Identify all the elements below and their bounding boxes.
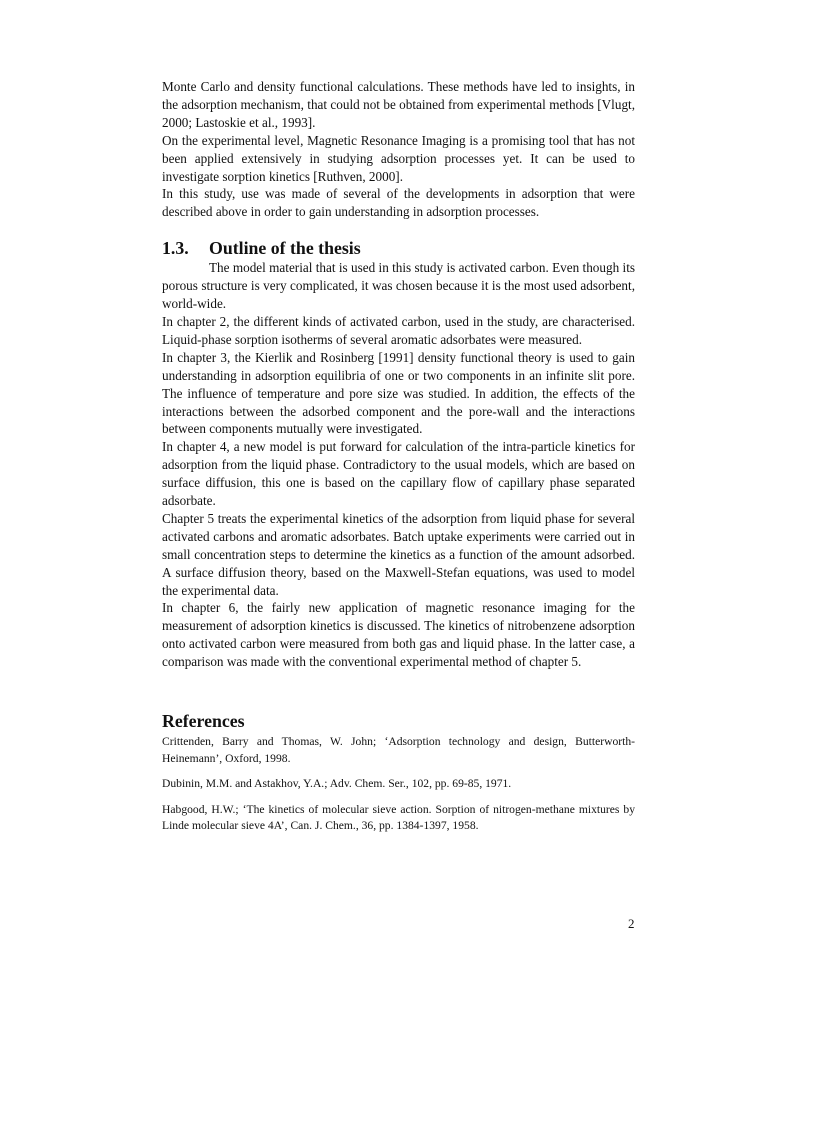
- reference-item: Crittenden, Barry and Thomas, W. John; ‘Adsorption technology and design, Butterworth-Heinemann’, Oxford, 1998.: [162, 735, 635, 765]
- page-number: 2: [628, 916, 635, 931]
- section-paragraph-1: The model material that is used in this study is activated carbon. Even though its porous structure is very complicated, it was chosen because it is the most used adsorbent, world-wide.: [162, 260, 635, 312]
- reference-item: Dubinin, M.M. and Astakhov, Y.A.; Adv. Chem. Ser., 102, pp. 69-85, 1971.: [162, 777, 512, 791]
- section-paragraph-2: In chapter 2, the different kinds of activated carbon, used in the study, are characterised. Liquid-phase sorption isotherms of several aromatic adsorbates were measured.: [162, 313, 635, 347]
- intro-paragraph-2: On the experimental level, Magnetic Resonance Imaging is a promising tool that has not been applied extensively in studying adsorption processes yet. It can be used to investigate sorption kinetics [Ruthven, 2000].: [162, 132, 635, 184]
- section-paragraph-4: In chapter 4, a new model is put forward for calculation of the intra-particle kinetics for adsorption from the liquid phase. Contradictory to the usual models, which are based on surface diffusion, this one is based on the capillary flow of capillary phase separated adsorbate.: [162, 439, 635, 509]
- reference-item: Habgood, H.W.; ‘The kinetics of molecular sieve action. Sorption of nitrogen-methane mixtures by Linde molecular sieve 4A’, Can. J. Chem., 36, pp. 1384-1397, 1958.: [162, 802, 635, 833]
- intro-paragraph-3: In this study, use was made of several of the developments in adsorption that were described above in order to gain understanding in adsorption processes.: [162, 186, 635, 220]
- section-number: 1.3.: [162, 238, 189, 259]
- section-paragraph-3: In chapter 3, the Kierlik and Rosinberg [1991] density functional theory is used to gain understanding in adsorption equilibria of one or two components in an infinite slit pore. The influence of temperature and pore size was studied. In addition, the effects of the interactions between the adsorbed component and the pore-wall and the interactions between components mutually were investigated.: [162, 349, 635, 437]
- section-paragraph-6: In chapter 6, the fairly new application of magnetic resonance imaging for the measurement of adsorption kinetics is discussed. The kinetics of nitrobenzene adsorption onto activated carbon were measured from both gas and liquid phase. In the latter case, a comparison was made with the conventional experimental method of chapter 5.: [162, 600, 635, 670]
- intro-paragraph-1: Monte Carlo and density functional calculations. These methods have led to insights, in the adsorption mechanism, that could not be obtained from experimental methods [Vlugt, 2000; Lastoskie et al., 1993].: [162, 79, 635, 130]
- section-paragraph-5: Chapter 5 treats the experimental kinetics of the adsorption from liquid phase for several activated carbons and aromatic adsorbates. Batch uptake experiments were carried out in small concentration steps to determine the kinetics as a function of the amount adsorbed. A surface diffusion theory, based on the Maxwell-Stefan equations, was used to model the experimental data.: [162, 510, 635, 598]
- references-heading: References: [162, 711, 245, 732]
- section-title: Outline of the thesis: [209, 238, 361, 259]
- page-body: [162, 78, 635, 844]
- section-heading: [162, 238, 635, 259]
